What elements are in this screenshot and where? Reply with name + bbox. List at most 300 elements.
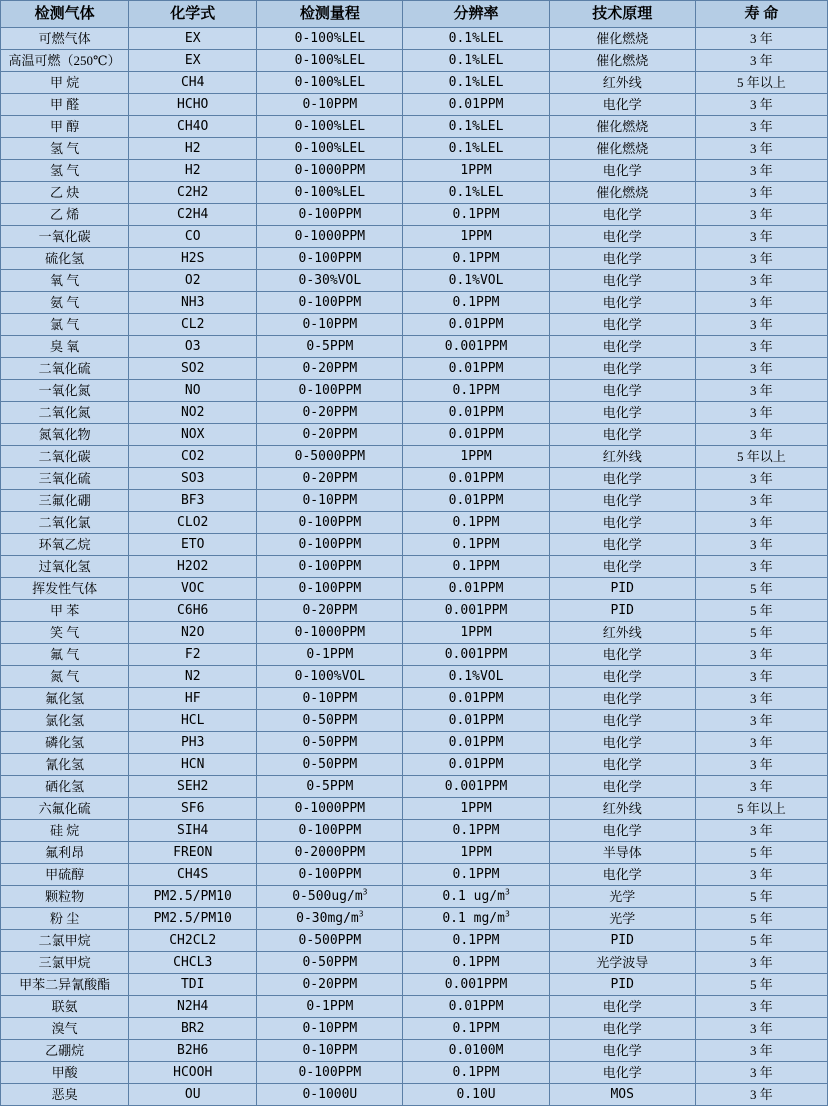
cell-measuring-range: 0-10PPM <box>257 490 403 512</box>
table-row <box>1 1018 828 1040</box>
cell-gas-name: 三氯甲烷 <box>1 952 129 974</box>
cell-gas-name: 臭 氧 <box>1 336 129 358</box>
cell-technology-principle: 电化学 <box>549 688 695 710</box>
cell-lifetime: 3 年 <box>695 1040 827 1062</box>
cell-gas-name: 二氧化硫 <box>1 358 129 380</box>
cell-measuring-range: 0-10PPM <box>257 94 403 116</box>
cell-technology-principle: 电化学 <box>549 226 695 248</box>
cell-gas-name: 氟化氢 <box>1 688 129 710</box>
cell-technology-principle: 电化学 <box>549 204 695 226</box>
table-row <box>1 512 828 534</box>
cell-lifetime: 5 年 <box>695 930 827 952</box>
cell-chemical-formula: SF6 <box>129 798 257 820</box>
table-row <box>1 138 828 160</box>
table-row <box>1 798 828 820</box>
cell-chemical-formula: B2H6 <box>129 1040 257 1062</box>
table-row <box>1 952 828 974</box>
cell-resolution: 1PPM <box>403 798 549 820</box>
cell-lifetime: 3 年 <box>695 28 827 50</box>
cell-measuring-range: 0-20PPM <box>257 974 403 996</box>
table-row <box>1 864 828 886</box>
cell-measuring-range: 0-50PPM <box>257 754 403 776</box>
column-header-formula: 化学式 <box>129 1 257 28</box>
cell-chemical-formula: HF <box>129 688 257 710</box>
cell-technology-principle: 催化燃烧 <box>549 182 695 204</box>
cell-lifetime: 5 年 <box>695 578 827 600</box>
table-row <box>1 28 828 50</box>
cell-resolution: 0.1PPM <box>403 1018 549 1040</box>
cell-resolution: 0.1%LEL <box>403 182 549 204</box>
cell-chemical-formula: CL2 <box>129 314 257 336</box>
cell-lifetime: 3 年 <box>695 710 827 732</box>
cell-measuring-range: 0-100PPM <box>257 204 403 226</box>
cell-measuring-range: 0-100PPM <box>257 1062 403 1084</box>
cell-gas-name: 氨 气 <box>1 292 129 314</box>
cell-gas-name: 笑 气 <box>1 622 129 644</box>
cell-resolution: 0.1%LEL <box>403 28 549 50</box>
cell-chemical-formula: N2H4 <box>129 996 257 1018</box>
cell-chemical-formula: NO2 <box>129 402 257 424</box>
cell-chemical-formula: PH3 <box>129 732 257 754</box>
cell-gas-name: 氟利昂 <box>1 842 129 864</box>
cell-technology-principle: 红外线 <box>549 446 695 468</box>
cell-gas-name: 二氧化氯 <box>1 512 129 534</box>
table-row <box>1 666 828 688</box>
cell-technology-principle: 电化学 <box>549 248 695 270</box>
cell-lifetime: 3 年 <box>695 292 827 314</box>
cell-technology-principle: 半导体 <box>549 842 695 864</box>
cell-gas-name: 粉 尘 <box>1 908 129 930</box>
table-row <box>1 908 828 930</box>
cell-resolution: 0.01PPM <box>403 94 549 116</box>
table-row <box>1 820 828 842</box>
column-header-range: 检测量程 <box>257 1 403 28</box>
cell-measuring-range: 0-1000PPM <box>257 622 403 644</box>
cell-resolution: 0.01PPM <box>403 402 549 424</box>
cell-technology-principle: 电化学 <box>549 314 695 336</box>
cell-chemical-formula: CH4S <box>129 864 257 886</box>
cell-lifetime: 3 年 <box>695 424 827 446</box>
cell-measuring-range: 0-50PPM <box>257 732 403 754</box>
cell-resolution: 0.1PPM <box>403 556 549 578</box>
cell-lifetime: 3 年 <box>695 1062 827 1084</box>
cell-lifetime: 5 年以上 <box>695 72 827 94</box>
cell-gas-name: 硅 烷 <box>1 820 129 842</box>
cell-lifetime: 3 年 <box>695 402 827 424</box>
cell-resolution: 0.01PPM <box>403 732 549 754</box>
cell-chemical-formula: ETO <box>129 534 257 556</box>
cell-lifetime: 3 年 <box>695 94 827 116</box>
cell-measuring-range: 0-20PPM <box>257 358 403 380</box>
cell-technology-principle: 电化学 <box>549 292 695 314</box>
table-row <box>1 424 828 446</box>
table-header-row <box>1 1 828 28</box>
table-row <box>1 688 828 710</box>
cell-lifetime: 3 年 <box>695 314 827 336</box>
cell-measuring-range: 0-50PPM <box>257 952 403 974</box>
cell-chemical-formula: H2S <box>129 248 257 270</box>
cell-chemical-formula: CO2 <box>129 446 257 468</box>
table-row <box>1 160 828 182</box>
cell-lifetime: 3 年 <box>695 512 827 534</box>
cell-lifetime: 3 年 <box>695 248 827 270</box>
cell-measuring-range: 0-500PPM <box>257 930 403 952</box>
cell-lifetime: 3 年 <box>695 820 827 842</box>
cell-resolution: 0.1PPM <box>403 1062 549 1084</box>
cell-gas-name: 乙硼烷 <box>1 1040 129 1062</box>
cell-resolution: 0.1PPM <box>403 952 549 974</box>
cell-measuring-range: 0-1000PPM <box>257 160 403 182</box>
cell-chemical-formula: SEH2 <box>129 776 257 798</box>
cell-lifetime: 5 年 <box>695 600 827 622</box>
table-row <box>1 578 828 600</box>
cell-measuring-range: 0-20PPM <box>257 468 403 490</box>
cell-technology-principle: 电化学 <box>549 820 695 842</box>
cell-technology-principle: 光学 <box>549 908 695 930</box>
table-row <box>1 886 828 908</box>
cell-technology-principle: 红外线 <box>549 72 695 94</box>
table-row <box>1 182 828 204</box>
cell-measuring-range: 0-2000PPM <box>257 842 403 864</box>
column-header-lifetime: 寿 命 <box>695 1 827 28</box>
cell-measuring-range: 0-100%LEL <box>257 72 403 94</box>
cell-lifetime: 3 年 <box>695 116 827 138</box>
cell-resolution: 0.1%LEL <box>403 50 549 72</box>
cell-technology-principle: PID <box>549 930 695 952</box>
cell-gas-name: 磷化氢 <box>1 732 129 754</box>
table-row <box>1 468 828 490</box>
cell-chemical-formula: BF3 <box>129 490 257 512</box>
cell-resolution: 0.1PPM <box>403 820 549 842</box>
cell-resolution: 0.01PPM <box>403 314 549 336</box>
cell-lifetime: 3 年 <box>695 864 827 886</box>
cell-resolution: 0.001PPM <box>403 600 549 622</box>
cell-chemical-formula: O3 <box>129 336 257 358</box>
cell-technology-principle: 电化学 <box>549 666 695 688</box>
cell-measuring-range: 0-100PPM <box>257 534 403 556</box>
cell-measuring-range: 0-100PPM <box>257 578 403 600</box>
cell-technology-principle: 电化学 <box>549 468 695 490</box>
table-row <box>1 644 828 666</box>
cell-lifetime: 3 年 <box>695 182 827 204</box>
cell-gas-name: 甲 苯 <box>1 600 129 622</box>
cell-technology-principle: 催化燃烧 <box>549 28 695 50</box>
cell-lifetime: 3 年 <box>695 996 827 1018</box>
cell-technology-principle: 红外线 <box>549 622 695 644</box>
cell-technology-principle: 电化学 <box>549 402 695 424</box>
cell-chemical-formula: C2H2 <box>129 182 257 204</box>
table-row <box>1 50 828 72</box>
cell-gas-name: 乙 炔 <box>1 182 129 204</box>
table-row <box>1 732 828 754</box>
cell-measuring-range: 0-20PPM <box>257 402 403 424</box>
cell-resolution: 0.0100M <box>403 1040 549 1062</box>
cell-gas-name: 二氯甲烷 <box>1 930 129 952</box>
cell-lifetime: 3 年 <box>695 534 827 556</box>
table-row <box>1 336 828 358</box>
cell-resolution: 0.1%LEL <box>403 116 549 138</box>
cell-technology-principle: 电化学 <box>549 1018 695 1040</box>
cell-measuring-range: 0-100PPM <box>257 864 403 886</box>
cell-chemical-formula: H2 <box>129 160 257 182</box>
cell-gas-name: 二氧化氮 <box>1 402 129 424</box>
cell-gas-name: 三氧化硫 <box>1 468 129 490</box>
table-row <box>1 358 828 380</box>
cell-measuring-range: 0-10PPM <box>257 1040 403 1062</box>
cell-chemical-formula: CHCL3 <box>129 952 257 974</box>
cell-chemical-formula: SIH4 <box>129 820 257 842</box>
cell-technology-principle: MOS <box>549 1084 695 1106</box>
cell-chemical-formula: HCN <box>129 754 257 776</box>
cell-gas-name: 甲硫醇 <box>1 864 129 886</box>
cell-technology-principle: 电化学 <box>549 710 695 732</box>
cell-resolution: 0.001PPM <box>403 776 549 798</box>
cell-technology-principle: 电化学 <box>549 556 695 578</box>
cell-resolution: 0.001PPM <box>403 974 549 996</box>
cell-measuring-range: 0-100PPM <box>257 248 403 270</box>
cell-resolution: 0.1 $mg/m^3$ <box>403 908 549 930</box>
table-row <box>1 930 828 952</box>
cell-gas-name: 溴气 <box>1 1018 129 1040</box>
cell-chemical-formula: HCOOH <box>129 1062 257 1084</box>
cell-resolution: 0.1%LEL <box>403 138 549 160</box>
table-row <box>1 842 828 864</box>
cell-lifetime: 3 年 <box>695 952 827 974</box>
cell-resolution: 0.1PPM <box>403 930 549 952</box>
cell-resolution: 1PPM <box>403 622 549 644</box>
cell-resolution: 0.1PPM <box>403 534 549 556</box>
cell-gas-name: 氮氧化物 <box>1 424 129 446</box>
cell-chemical-formula: PM2.5/PM10 <box>129 908 257 930</box>
cell-chemical-formula: TDI <box>129 974 257 996</box>
cell-technology-principle: 电化学 <box>549 864 695 886</box>
cell-resolution: 0.1PPM <box>403 292 549 314</box>
cell-measuring-range: 0-100PPM <box>257 512 403 534</box>
cell-chemical-formula: HCHO <box>129 94 257 116</box>
cell-measuring-range: 0-10PPM <box>257 314 403 336</box>
table-row <box>1 490 828 512</box>
cell-lifetime: 5 年以上 <box>695 798 827 820</box>
cell-resolution: 0.001PPM <box>403 336 549 358</box>
cell-technology-principle: 电化学 <box>549 94 695 116</box>
cell-measuring-range: 0-100PPM <box>257 556 403 578</box>
cell-chemical-formula: N2O <box>129 622 257 644</box>
cell-chemical-formula: C6H6 <box>129 600 257 622</box>
cell-chemical-formula: OU <box>129 1084 257 1106</box>
cell-measuring-range: 0-1000U <box>257 1084 403 1106</box>
cell-chemical-formula: N2 <box>129 666 257 688</box>
cell-resolution: 0.1PPM <box>403 204 549 226</box>
column-header-principle: 技术原理 <box>549 1 695 28</box>
cell-technology-principle: 电化学 <box>549 1040 695 1062</box>
cell-technology-principle: PID <box>549 600 695 622</box>
cell-lifetime: 3 年 <box>695 358 827 380</box>
table-row <box>1 556 828 578</box>
cell-chemical-formula: C2H4 <box>129 204 257 226</box>
cell-technology-principle: 电化学 <box>549 336 695 358</box>
cell-technology-principle: 催化燃烧 <box>549 50 695 72</box>
cell-lifetime: 3 年 <box>695 1084 827 1106</box>
cell-gas-name: 恶臭 <box>1 1084 129 1106</box>
cell-resolution: 0.01PPM <box>403 424 549 446</box>
cell-chemical-formula: CH4 <box>129 72 257 94</box>
table-row <box>1 1040 828 1062</box>
cell-resolution: 0.001PPM <box>403 644 549 666</box>
cell-lifetime: 3 年 <box>695 1018 827 1040</box>
table-row <box>1 226 828 248</box>
cell-resolution: 0.01PPM <box>403 358 549 380</box>
cell-gas-name: 氢 气 <box>1 160 129 182</box>
cell-measuring-range: 0-100%LEL <box>257 50 403 72</box>
cell-technology-principle: 电化学 <box>549 776 695 798</box>
cell-gas-name: 颗粒物 <box>1 886 129 908</box>
cell-measuring-range: 0-10PPM <box>257 1018 403 1040</box>
cell-lifetime: 3 年 <box>695 556 827 578</box>
cell-measuring-range: $0-500ug/m^3$ <box>257 886 403 908</box>
column-header-resolution: 分辨率 <box>403 1 549 28</box>
cell-lifetime: 3 年 <box>695 50 827 72</box>
cell-measuring-range: 0-20PPM <box>257 600 403 622</box>
table-row <box>1 974 828 996</box>
table-row <box>1 248 828 270</box>
table-row <box>1 402 828 424</box>
table-row <box>1 1084 828 1106</box>
table-row <box>1 534 828 556</box>
cell-gas-name: 硫化氢 <box>1 248 129 270</box>
cell-lifetime: 3 年 <box>695 226 827 248</box>
table-row <box>1 622 828 644</box>
cell-measuring-range: 0-1PPM <box>257 996 403 1018</box>
cell-technology-principle: 电化学 <box>549 424 695 446</box>
cell-technology-principle: 电化学 <box>549 996 695 1018</box>
cell-lifetime: 5 年以上 <box>695 446 827 468</box>
cell-resolution: 0.01PPM <box>403 996 549 1018</box>
cell-measuring-range: 0-20PPM <box>257 424 403 446</box>
cell-gas-name: 氰化氢 <box>1 754 129 776</box>
cell-gas-name: 甲酸 <box>1 1062 129 1084</box>
cell-measuring-range: 0-1000PPM <box>257 798 403 820</box>
cell-gas-name: 一氧化碳 <box>1 226 129 248</box>
cell-chemical-formula: CO <box>129 226 257 248</box>
cell-technology-principle: 光学 <box>549 886 695 908</box>
cell-resolution: 0.01PPM <box>403 754 549 776</box>
cell-measuring-range: 0-50PPM <box>257 710 403 732</box>
cell-resolution: 1PPM <box>403 226 549 248</box>
cell-chemical-formula: BR2 <box>129 1018 257 1040</box>
cell-chemical-formula: CH4O <box>129 116 257 138</box>
cell-chemical-formula: NOX <box>129 424 257 446</box>
cell-technology-principle: 电化学 <box>549 1062 695 1084</box>
cell-gas-name: 硒化氢 <box>1 776 129 798</box>
cell-lifetime: 3 年 <box>695 732 827 754</box>
cell-chemical-formula: PM2.5/PM10 <box>129 886 257 908</box>
cell-gas-name: 联氨 <box>1 996 129 1018</box>
cell-technology-principle: 电化学 <box>549 754 695 776</box>
cell-resolution: 0.1%VOL <box>403 666 549 688</box>
cell-lifetime: 3 年 <box>695 138 827 160</box>
cell-measuring-range: 0-100%LEL <box>257 138 403 160</box>
cell-resolution: 0.01PPM <box>403 578 549 600</box>
cell-technology-principle: 电化学 <box>549 270 695 292</box>
cell-technology-principle: 催化燃烧 <box>549 138 695 160</box>
cell-chemical-formula: SO3 <box>129 468 257 490</box>
table-row <box>1 204 828 226</box>
cell-lifetime: 5 年 <box>695 908 827 930</box>
cell-gas-name: 高温可燃（250℃） <box>1 50 129 72</box>
table-row <box>1 270 828 292</box>
cell-resolution: 0.01PPM <box>403 468 549 490</box>
cell-gas-name: 氟 气 <box>1 644 129 666</box>
table-row <box>1 996 828 1018</box>
cell-chemical-formula: EX <box>129 28 257 50</box>
cell-gas-name: 甲苯二异氰酸酯 <box>1 974 129 996</box>
cell-lifetime: 3 年 <box>695 754 827 776</box>
cell-measuring-range: $0-30mg/m^3$ <box>257 908 403 930</box>
table-row <box>1 754 828 776</box>
cell-technology-principle: 电化学 <box>549 732 695 754</box>
table-row <box>1 72 828 94</box>
cell-resolution: 0.01PPM <box>403 710 549 732</box>
cell-resolution: 0.1PPM <box>403 248 549 270</box>
cell-gas-name: 氯 气 <box>1 314 129 336</box>
cell-technology-principle: 催化燃烧 <box>549 116 695 138</box>
cell-measuring-range: 0-5PPM <box>257 336 403 358</box>
cell-technology-principle: 光学波导 <box>549 952 695 974</box>
cell-gas-name: 一氧化氮 <box>1 380 129 402</box>
table-body <box>1 28 828 1106</box>
cell-chemical-formula: FREON <box>129 842 257 864</box>
cell-gas-name: 过氧化氢 <box>1 556 129 578</box>
cell-resolution: 1PPM <box>403 160 549 182</box>
cell-technology-principle: PID <box>549 578 695 600</box>
cell-technology-principle: 电化学 <box>549 534 695 556</box>
cell-resolution: 1PPM <box>403 446 549 468</box>
cell-gas-name: 甲 醛 <box>1 94 129 116</box>
cell-lifetime: 3 年 <box>695 380 827 402</box>
cell-resolution: 0.1PPM <box>403 864 549 886</box>
cell-gas-name: 挥发性气体 <box>1 578 129 600</box>
cell-lifetime: 5 年 <box>695 622 827 644</box>
cell-measuring-range: 0-100%VOL <box>257 666 403 688</box>
cell-chemical-formula: F2 <box>129 644 257 666</box>
table-row <box>1 776 828 798</box>
cell-chemical-formula: VOC <box>129 578 257 600</box>
cell-resolution: 0.1%VOL <box>403 270 549 292</box>
cell-lifetime: 3 年 <box>695 468 827 490</box>
table-row <box>1 1062 828 1084</box>
cell-chemical-formula: H2 <box>129 138 257 160</box>
cell-resolution: 0.10U <box>403 1084 549 1106</box>
cell-gas-name: 甲 烷 <box>1 72 129 94</box>
cell-lifetime: 3 年 <box>695 160 827 182</box>
cell-chemical-formula: CLO2 <box>129 512 257 534</box>
cell-resolution: 0.1PPM <box>403 380 549 402</box>
cell-technology-principle: 电化学 <box>549 512 695 534</box>
table-row <box>1 292 828 314</box>
cell-technology-principle: 电化学 <box>549 358 695 380</box>
cell-lifetime: 5 年 <box>695 886 827 908</box>
table-row <box>1 600 828 622</box>
cell-lifetime: 3 年 <box>695 336 827 358</box>
cell-gas-name: 六氟化硫 <box>1 798 129 820</box>
cell-chemical-formula: O2 <box>129 270 257 292</box>
cell-measuring-range: 0-10PPM <box>257 688 403 710</box>
cell-measuring-range: 0-5000PPM <box>257 446 403 468</box>
cell-gas-name: 环氧乙烷 <box>1 534 129 556</box>
cell-chemical-formula: EX <box>129 50 257 72</box>
cell-chemical-formula: H2O2 <box>129 556 257 578</box>
table-row <box>1 116 828 138</box>
